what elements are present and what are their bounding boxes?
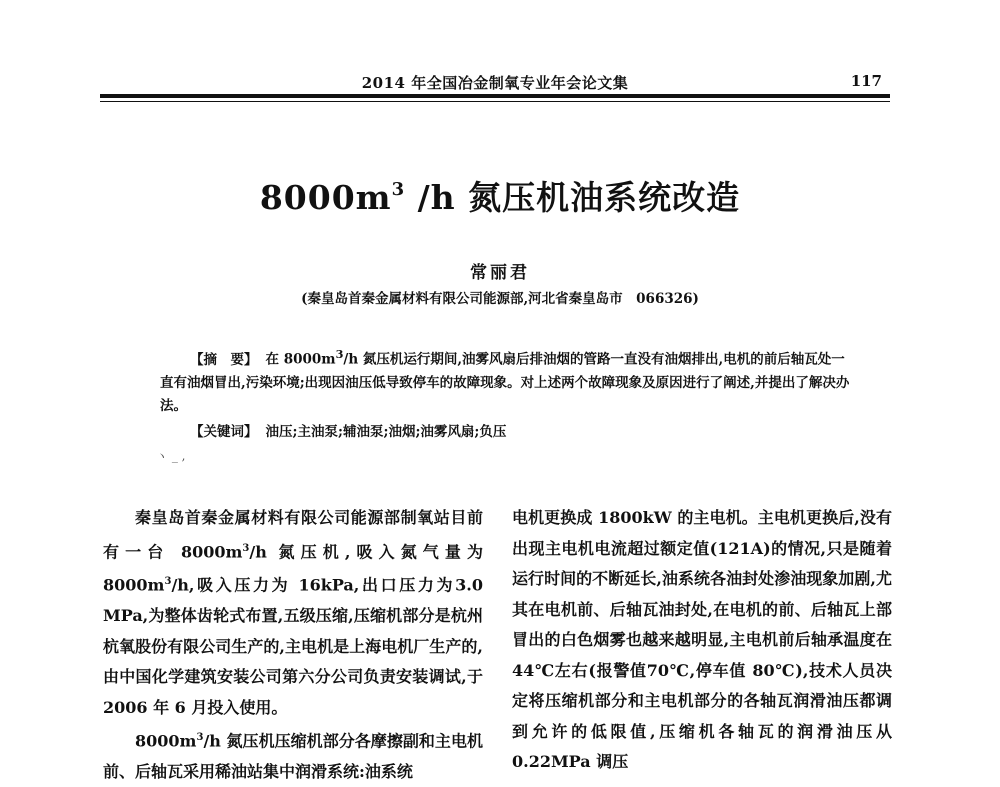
author-name: 常丽君: [470, 263, 530, 283]
header-rule-thin: [100, 101, 890, 102]
abstract-label: 【摘 要】: [190, 351, 258, 368]
body-paragraph-2: $8000m^3/h$ 氮压机压缩机部分各摩擦副和主电机前、后轴瓦采用稀油站集中润滑系统:油系统: [103, 731, 483, 781]
page-number: 117: [850, 72, 882, 90]
body-paragraph-continued: 电机更换成 1800kW 的主电机。主电机更换后,没有出现主电机电流超过额定值(121A)的情况,只是随着运行时间的不断延长,油系统各油封处渗油现象加剧,尤其在电机前、后轴瓦油封处,在电机的前、后轴瓦上部冒出的白色烟雾也越来越明显,主电机前后轴承温度在 44℃左右(报警值70℃,停车值 80℃),技术人员决定将压缩机部分和主电机部分的各轴瓦润滑油压都调到允许的低限值,压缩机各轴瓦的润滑油压从0.22MPa 调压: [512, 508, 892, 771]
author-affiliation: (秦皇岛首秦金属材料有限公司能源部,河北省秦皇岛市 066326): [301, 291, 699, 307]
journal-title: 2014 年全国冶金制氧专业年会论文集: [361, 74, 629, 92]
stray-pen-mark: ヽ _ ,: [156, 449, 186, 463]
abstract: 【摘 要】 在 $8000m^3/h$ 氮压机运行期间,油雾风扇后排油烟的管路一直没有油烟排出,电机的前后轴瓦处一直有油烟冒出,污染环境;出现因油压低导致停车的故障现象。对上述两个故障现象及原因进行了阐述,并提出了解决办法。: [160, 347, 850, 414]
paper-title: $8000m^3$ /h 氮压机油系统改造: [259, 178, 741, 217]
running-header: [100, 68, 890, 94]
body-column-right: [512, 503, 892, 778]
body-paragraph-1: 秦皇岛首秦金属材料有限公司能源部制氧站目前有一台 $8000m^3/h$ 氮压机,吸入氮气量为$8000m^3/h$,吸入压力为 16kPa,出口压力为3.0 MPa,为整体齿轮式布置,五级压缩,压缩机部分是杭州杭氧股份有限公司生产的,主电机是上海电机厂生产的,由中国化学建筑安装公司第六分公司负责安装调试,于 2006 年 6 月投入使用。: [103, 508, 483, 717]
header-rule-thick: [100, 94, 890, 98]
keywords-label: 【关键词】: [190, 424, 258, 440]
keywords: [190, 420, 850, 440]
body-column-left: [103, 503, 483, 787]
keywords-list: 油压;主油泵;辅油泵;油烟;油雾风扇;负压: [265, 424, 507, 440]
